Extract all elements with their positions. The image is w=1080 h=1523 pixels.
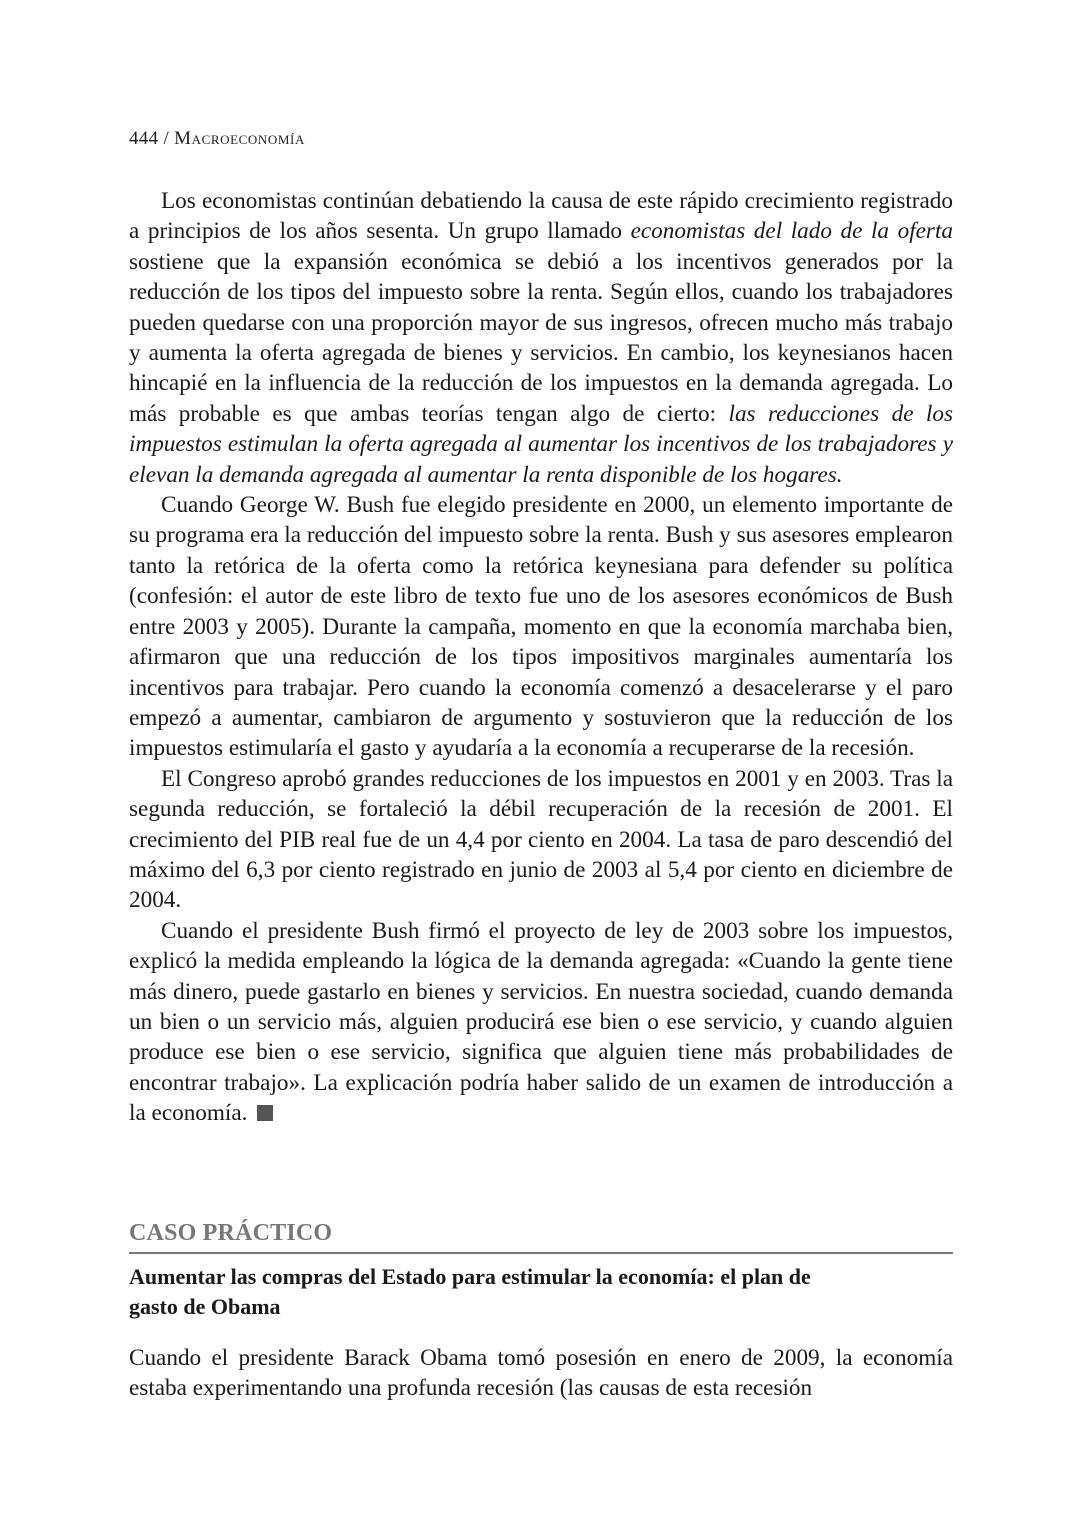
case-study-body <box>129 1343 953 1404</box>
body-text <box>129 186 953 1129</box>
running-head <box>129 128 305 150</box>
paragraph-1-text-a: Los economistas continúan debatiendo la causa de este rápido crecimiento registrado a principios de los años sesenta. Un grupo llamado <box>129 188 953 245</box>
paragraph-4 <box>129 916 953 1129</box>
case-study-label: CASO PRÁCTICO <box>129 1220 953 1254</box>
paragraph-3: El Congreso aprobó grandes reducciones de los impuestos en 2001 y en 2003. Tras la segunda reducción, se fortaleció la débil recuperación de la recesión de 2001. El crecimiento del PIB real fue de un 4,4 por ciento en 2004. La tasa de paro descendió del máximo del 6,3 por ciento registrado en junio de 2003 al 5,4 por ciento en diciembre de 2004. <box>129 765 953 914</box>
page-number: 444 <box>129 128 159 149</box>
paragraph-1-italic-term: economistas del lado de la oferta <box>630 218 953 245</box>
running-head-separator: / <box>158 128 175 149</box>
case-study-paragraph: Cuando el presidente Barack Obama tomó posesión en enero de 2009, la economía estaba experimentando una profunda recesión (las causas de esta recesión <box>129 1345 953 1402</box>
paragraph-1-italic-conclusion: las reducciones de los impuestos estimulan la oferta agregada al aumentar los incentivos de los trabajadores y elevan la demanda agregada al aumentar la renta disponible de los hogares. <box>129 400 953 488</box>
end-of-section-mark <box>257 1105 273 1121</box>
paragraph-4-text: Cuando el presidente Bush firmó el proyecto de ley de 2003 sobre los impuestos, explicó la medida empleando la lógica de la demanda agregada: «Cuando la gente tiene más dinero, puede gastarlo en bienes y servicios. En nuestra sociedad, cuando demanda un bien o un servicio más, alguien producirá ese bien o ese servicio, y cuando alguien produce ese bien o ese servicio, significa que alguien tiene más probabilidades de encontrar trabajo». La explicación podría haber salido de un examen de introducción a la economía. <box>129 917 953 1127</box>
paragraph-2: Cuando George W. Bush fue elegido presidente en 2000, un elemento importante de su programa era la reducción del impuesto sobre la renta. Bush y sus asesores emplearon tanto la retórica de la oferta como la retórica keynesiana para defender su política (confesión: el autor de este libro de texto fue uno de los asesores económicos de Bush entre 2003 y 2005). Durante la campaña, momento en que la economía marchaba bien, afirmaron que una reducción de los tipos impositivos marginales aumentaría los incentivos para trabajar. Pero cuando la economía comenzó a desacelerarse y el paro empezó a aumentar, cambiaron de argumento y sostuvieron que la reducción de los impuestos estimularía el gasto y ayudaría a la economía a recuperarse de la recesión. <box>129 492 953 762</box>
case-study-title: Aumentar las compras del Estado para estimular la economía: el plan de gasto de Obama <box>129 1264 811 1319</box>
paragraph-1-text-c: sostiene que la expansión económica se debió a los incentivos generados por la reducción de los tipos del impuesto sobre la renta. Según ellos, cuando los trabajadores pueden quedarse con una proporción mayor de sus ingresos, ofrecen mucho más trabajo y aumenta la oferta agregada de bienes y servicios. En cambio, los keynesianos hacen hincapié en la influencia de la reducción de los impuestos en la demanda agregada. Lo más probable es que ambas teorías tengan algo de cierto: <box>129 248 953 427</box>
book-title: Macroeconomía <box>174 128 305 149</box>
paragraph-1 <box>129 186 953 490</box>
